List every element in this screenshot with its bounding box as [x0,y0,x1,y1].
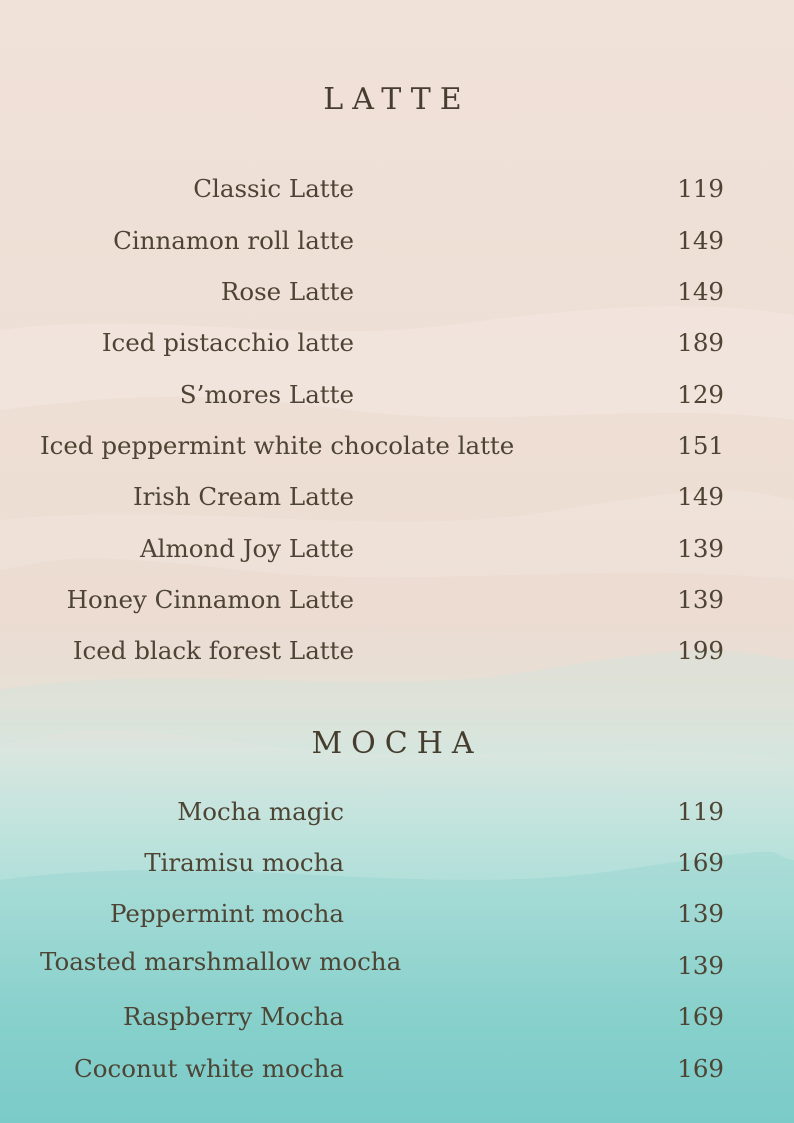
menu-item-price: 169 [677,1054,724,1083]
menu-item-price: 149 [677,277,724,306]
section-title-latte: LATTE [323,82,471,117]
menu-item-name: Iced peppermint white chocolate latte [40,431,515,460]
menu-item-price: 139 [677,585,724,614]
menu-item-name: S’mores Latte [179,380,354,409]
menu-item-name: Cinnamon roll latte [113,226,354,255]
menu-item-name: Honey Cinnamon Latte [66,585,354,614]
menu-item-price: 189 [677,328,724,357]
menu-item-name: Almond Joy Latte [139,534,354,563]
menu-item-name: Raspberry Mocha [122,1002,344,1031]
menu-item-price: 169 [677,1002,724,1031]
menu-item-price: 119 [677,174,724,203]
menu-item-name: Mocha magic [177,797,344,826]
menu-item-name: Iced pistacchio latte [101,328,354,357]
menu-item-name: Tiramisu mocha [144,848,344,877]
menu-item-name: Toasted marshmallow mocha [40,947,402,976]
section-title-mocha: MOCHA [311,726,483,761]
menu-item-price: 139 [677,951,724,980]
menu-item-price: 151 [677,431,724,460]
menu-item-price: 139 [677,899,724,928]
menu-item-name: Peppermint mocha [109,899,344,928]
menu-item-price: 149 [677,226,724,255]
menu-item-price: 129 [677,380,724,409]
menu-item-name: Coconut white mocha [74,1054,344,1083]
menu-item-price: 139 [677,534,724,563]
menu-item-price: 149 [677,482,724,511]
menu-item-name: Irish Cream Latte [132,482,354,511]
menu-item-price: 169 [677,848,724,877]
menu-item-price: 199 [677,636,724,665]
menu-item-name: Classic Latte [193,174,354,203]
menu-item-name: Rose Latte [220,277,354,306]
menu-item-name: Iced black forest Latte [72,636,354,665]
menu-item-price: 119 [677,797,724,826]
